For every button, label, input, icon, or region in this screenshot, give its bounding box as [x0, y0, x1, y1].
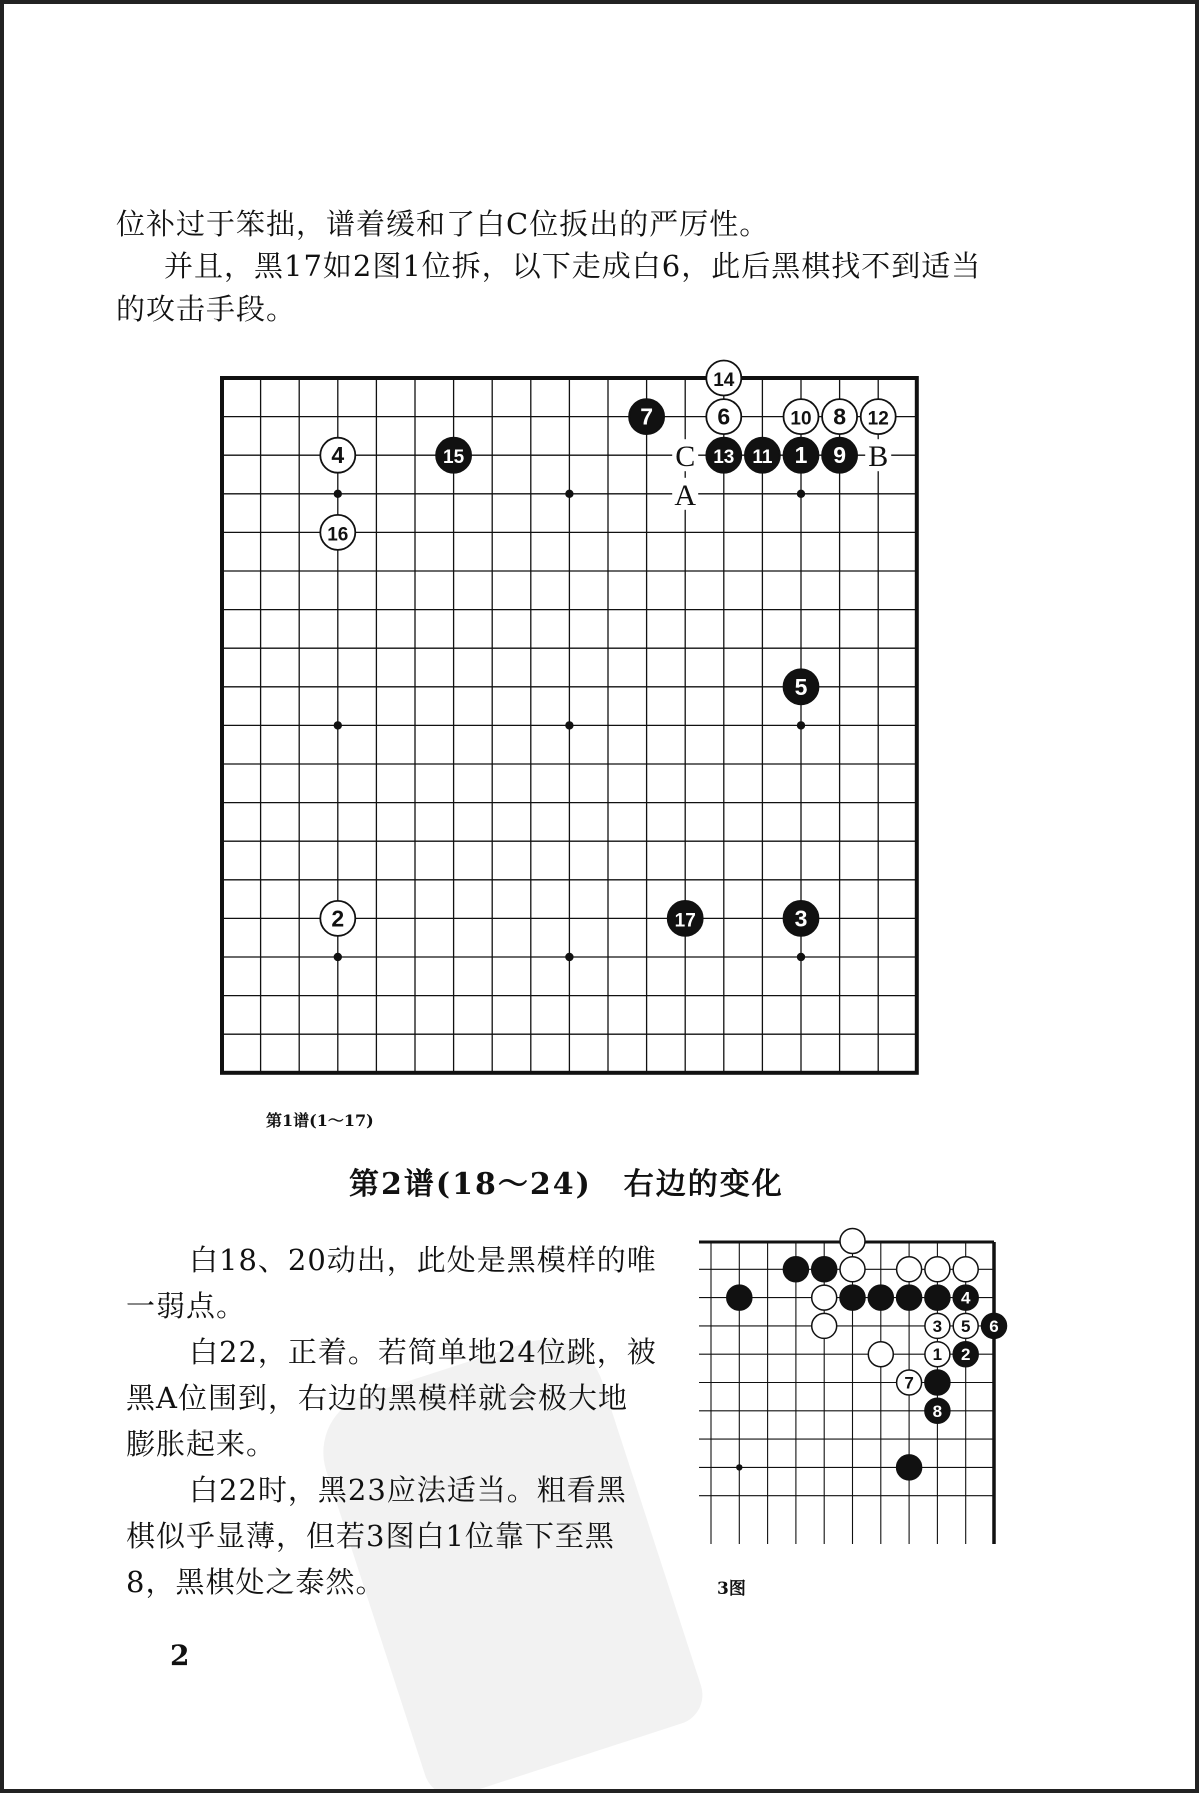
move-number-label: 9 [833, 442, 846, 469]
paragraph-line: 的攻击手段。 [116, 292, 297, 326]
move-number-label: 1 [932, 1345, 943, 1365]
move-number-label: 2 [960, 1345, 971, 1365]
move-number-label: 13 [713, 447, 735, 469]
move-number-label: 8 [932, 1401, 943, 1421]
white-stone [840, 1229, 865, 1254]
white-stone [812, 1285, 837, 1310]
move-number-label: 6 [989, 1316, 999, 1336]
section-title: 第2谱(18～24) 右边的变化 [349, 1167, 784, 1202]
point-letter-label: C [675, 440, 696, 474]
paragraph-line: 一弱点。 [126, 1289, 247, 1323]
go-board-diagram-3 [4, 4, 1199, 1793]
move-number-label: 1 [794, 442, 808, 469]
white-stone [953, 1257, 978, 1282]
white-stone [812, 1313, 837, 1338]
move-number-label: 12 [867, 408, 889, 430]
page-number: 2 [170, 1639, 190, 1672]
move-number-label: 6 [717, 403, 731, 430]
move-number-label: 2 [331, 905, 345, 932]
white-stone [897, 1370, 922, 1395]
move-number-label: 7 [640, 403, 653, 430]
black-stone [897, 1455, 922, 1480]
paragraph-line: 白22时，黑23应法适当。粗看黑 [189, 1473, 627, 1507]
move-number-label: 4 [960, 1288, 971, 1308]
black-stone [868, 1285, 893, 1310]
move-number-label: 14 [713, 370, 735, 391]
black-stone [925, 1370, 950, 1395]
move-number-label: 15 [443, 447, 465, 469]
white-stone [953, 1313, 978, 1338]
diagram-3-caption: 3图 [717, 1579, 746, 1599]
move-number-label: 4 [331, 442, 345, 469]
paragraph-line: 棋似乎显薄，但若3图白1位靠下至黑 [126, 1519, 615, 1553]
star-point [736, 1464, 742, 1470]
white-stone [925, 1313, 950, 1338]
white-stone [925, 1257, 950, 1282]
black-stone [925, 1398, 950, 1423]
move-number-label: 17 [674, 910, 696, 932]
black-stone [812, 1257, 837, 1282]
black-stone [840, 1285, 865, 1310]
move-number-label: 16 [327, 524, 349, 546]
point-letter-label: A [674, 478, 697, 512]
black-stone [897, 1285, 922, 1310]
paragraph-line: 8，黑棋处之泰然。 [126, 1565, 386, 1599]
white-stone [868, 1342, 893, 1367]
paragraph-line: 白22，正着。若简单地24位跳，被 [189, 1335, 657, 1369]
move-number-label: 8 [833, 403, 846, 430]
black-stone [783, 1257, 808, 1282]
black-stone [953, 1342, 978, 1367]
move-number-label: 3 [932, 1316, 943, 1336]
move-number-label: 10 [790, 408, 812, 430]
diagram-1-caption: 第1谱(1～17) [266, 1111, 374, 1130]
move-number-label: 3 [794, 905, 808, 932]
paragraph-line: 膨胀起来。 [126, 1427, 277, 1461]
black-stone [982, 1313, 1007, 1338]
paragraph-line: 白18、20动出，此处是黑模样的唯 [189, 1243, 657, 1277]
black-stone [727, 1285, 752, 1310]
paragraph-line: 并且，黑17如2图1位拆，以下走成白6，此后黑棋找不到适当 [164, 249, 982, 283]
black-stone [925, 1285, 950, 1310]
paragraph-line: 黑A位围到，右边的黑模样就会极大地 [126, 1381, 628, 1415]
move-number-label: 5 [960, 1316, 971, 1336]
move-number-label: 11 [752, 447, 773, 469]
point-letter-label: B [868, 440, 889, 474]
white-stone [840, 1257, 865, 1282]
paragraph-line: 位补过于笨拙，谱着缓和了白C位扳出的严厉性。 [116, 207, 770, 241]
move-number-label: 7 [904, 1373, 914, 1393]
black-stone [953, 1285, 978, 1310]
white-stone [897, 1257, 922, 1282]
move-number-label: 5 [794, 673, 808, 700]
white-stone [925, 1342, 950, 1367]
